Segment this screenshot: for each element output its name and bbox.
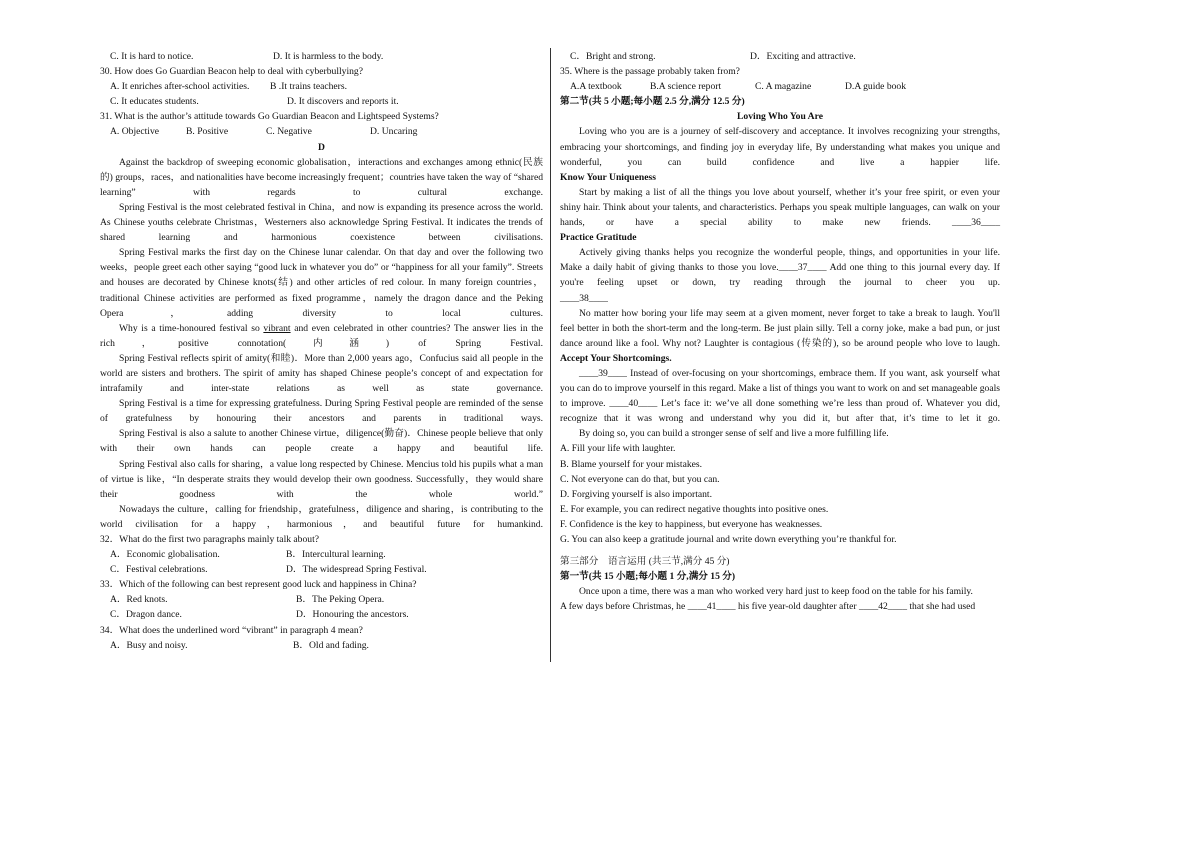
part-3-header: 第三部分 语言运用 (共三节,满分 45 分): [560, 556, 730, 568]
blank-38: ____38____: [560, 292, 608, 304]
subheading-know-your-uniqueness: Know Your Uniqueness: [560, 171, 656, 183]
option: C. It educates students.: [110, 96, 199, 108]
option-a: A. Fill your life with laughter.: [560, 443, 676, 455]
option: B．Intercultural learning.: [286, 549, 386, 561]
option-e: E. For example, you can redirect negative thoughts into positive ones.: [560, 503, 829, 515]
passage-paragraph-conclusion: By doing so, you can build a stronger sense of self and live a more fulfilling life.: [579, 428, 889, 440]
option: A．Busy and noisy.: [110, 639, 188, 651]
option: D．Exciting and attractive.: [750, 51, 856, 62]
question-34-options-ab: [100, 638, 543, 653]
question-29-options-cd: [100, 49, 543, 64]
blank-39: ____39____: [579, 367, 627, 379]
blank-42: ____42____: [859, 601, 907, 613]
option: B．Old and fading.: [293, 639, 369, 651]
passage-paragraph-uniqueness: [560, 185, 1000, 230]
text: A few days before Christmas, he: [560, 601, 688, 613]
option: C．Dragon dance.: [110, 609, 182, 621]
option-b: B. Blame yourself for your mistakes.: [560, 458, 703, 470]
question-31-options: [100, 124, 543, 139]
option: D．The widespread Spring Festival.: [286, 564, 427, 576]
passage-paragraph-gratitude: [560, 245, 1000, 290]
cloze-line-1: Once upon a time, there was a man who worked very hard just to keep food on the table for his family.: [579, 586, 973, 598]
passage-d-paragraph-4: [100, 321, 543, 351]
subheading-practice-gratitude: Practice Gratitude: [560, 232, 637, 244]
passage-paragraph-shortcomings: [560, 366, 1000, 426]
text: Instead of over-focusing on your shortcomings, embrace them. If you want, ask yourself what you can do to improve yourself in this regard. Make a list of things you want to work on and set manageable goals to improve.: [560, 367, 1000, 410]
blank-40: ____40____: [609, 398, 658, 410]
question-30-options-cd: [100, 94, 543, 109]
question-30: 30. How does Go Guardian Beacon help to deal with cyberbullying?: [100, 66, 363, 78]
passage-d-paragraph-5: Spring Festival reflects spirit of amity(和睦)．More than 2,000 years ago，Confucius said all people in the world are sisters and brothers. The spirit of amity has shaped Chinese people’s concept of and expectation for intrafamily and inter-state relations as well as state governance.: [100, 352, 543, 395]
section-2-header: 第二节(共 5 小题;每小题 2.5 分,满分 12.5 分): [560, 96, 745, 108]
option: A．Economic globalisation.: [110, 549, 220, 561]
option: D. It discovers and reports it.: [287, 96, 399, 108]
left-column: [100, 49, 543, 653]
option: A. Objective: [110, 126, 160, 138]
underlined-word-vibrant: vibrant: [263, 322, 291, 334]
passage-intro: Loving who you are is a journey of self-discovery and acceptance. It involves recognizing your strengths, embracing your shortcomings, and finding joy in everyday life, By understanding what makes you unique and wonderful, you can build confidence and live a happier life.: [560, 126, 1000, 168]
question-34: 34．What does the underlined word “vibrant” in paragraph 4 mean?: [100, 624, 363, 636]
option: B. Positive: [186, 126, 229, 138]
question-32: 32．What do the first two paragraphs mainly talk about?: [100, 534, 319, 545]
passage-d-paragraph-7: Spring Festival is also a salute to another Chinese virtue，diligence(勤奋)．Chinese people believe that only with their own hands can people create a happy and beautiful life.: [100, 428, 543, 455]
text: Why is a time-honoured festival so: [119, 322, 264, 334]
question-33: 33．Which of the following can best represent good luck and happiness in China?: [100, 579, 417, 591]
text: that she had used: [906, 601, 976, 613]
passage-d-paragraph-8: Spring Festival also calls for sharing，a value long respected by Chinese. Mencius told his pupils what a man of virtue is like，“In desperate straits they would develop their own goodness. Successfully，they would share their goodness with the whole world.”: [100, 458, 543, 500]
option: B．The Peking Opera.: [296, 594, 385, 606]
text: Add one thing to this journal every day. If you're feeling upset or down, try reading through the journal to cheer you up.: [560, 262, 1000, 289]
blank-36: ____36____: [952, 217, 1000, 229]
right-column: [560, 49, 1000, 614]
option: C．Bright and strong.: [570, 51, 656, 62]
option: C. A magazine: [755, 81, 812, 93]
section-d-heading: D: [318, 141, 325, 153]
option: D. Uncaring: [370, 126, 418, 138]
text: Let’s face it: we’ve all done something we’re less than proud of. Whatever you did, recognize that it was wrong and understand why you did it, but after that, it’s time to let it go.: [560, 398, 1000, 425]
option: D. It is harmless to the body.: [273, 51, 384, 62]
question-30-options-ab: [100, 79, 543, 94]
passage-d-paragraph-6: Spring Festival is a time for expressing gratefulness. During Spring Festival people are reminded of the sense of gratefulness by honouring their ancestors and parents in traditional ways.: [100, 398, 543, 425]
passage-d-paragraph-1: Against the backdrop of sweeping economic globalisation，interactions and exchanges among ethnic(民族的) groups，races，and nationalities have become increasingly frequent；countries have taken the way of “shared learning” with regards to cultural exchange.: [100, 156, 543, 198]
question-33-options-ab: [100, 592, 543, 607]
text: and even celebrated in other countries? The answer lies in the rich，positive connotation(内涵) of Spring Festival.: [100, 322, 543, 349]
question-32-options-ab: [100, 547, 543, 562]
subheading-accept-shortcomings: Accept Your Shortcomings.: [560, 352, 672, 364]
option: B .It trains teachers.: [270, 81, 347, 93]
passage-d-paragraph-2: Spring Festival is the most celebrated festival in China，and now is expanding its presence across the world. As Chinese youths celebrate Christmas，Westerners also acknowledge Spring Festival. It indicates the trends of shared learning and harmonious coexistence between civilisations.: [100, 201, 543, 244]
passage-title: Loving Who You Are: [737, 111, 823, 123]
column-divider: [550, 48, 551, 662]
option: B.A science report: [650, 81, 722, 93]
question-33-options-cd: [100, 607, 543, 622]
option-f: F. Confidence is the key to happiness, but everyone has weaknesses.: [560, 518, 823, 530]
option-d: D. Forgiving yourself is also important.: [560, 488, 712, 500]
option: C．Festival celebrations.: [110, 564, 208, 576]
option: A.A textbook: [570, 81, 622, 93]
passage-d-paragraph-3: Spring Festival marks the first day on the Chinese lunar calendar. On that day and over the following two weeks，people greet each other saying “good luck in whatever you do” or “happiness for all your family”. Streets and houses are decorated by Chinese knots(结) and other articles of red colour. In many foreign countries，traditional Chinese activities are performed as fixed programme，namely the dragon dance and the Peking Opera，adding diversity to local cultures.: [100, 247, 543, 319]
question-35-options: [560, 79, 1000, 94]
option: C. Negative: [266, 126, 312, 138]
passage-paragraph-laughter: No matter how boring your life may seem at a given moment, never forget to take a break to laugh. You'll feel better in both the short-term and the long-term. Be just plain silly. Tell a corny joke, make a bad pun, or just dance around like a fool. Why not? Laughter is contagious (传染的), so be around people who love to laugh.: [560, 307, 1000, 349]
question-31: 31. What is the author’s attitude towards Go Guardian Beacon and Lightspeed Systems?: [100, 111, 439, 123]
option-g: G. You can also keep a gratitude journal and write down everything you’re thankful for.: [560, 534, 897, 545]
question-32-options-cd: [100, 562, 543, 577]
passage-d-paragraph-9: Nowadays the culture，calling for friendship，gratefulness，diligence and sharing，is contributing to the world civilisation for a happy，harmonious，and beautiful future for humankind.: [100, 503, 543, 530]
text: his five year-old daughter after: [735, 601, 860, 613]
blank-41: ____41____: [687, 601, 736, 613]
blank-37: ____37____: [778, 262, 827, 274]
option: A. It enriches after-school activities.: [110, 81, 250, 93]
section-1-header: 第一节(共 15 小题;每小题 1 分,满分 15 分): [560, 571, 736, 583]
text: Actively giving thanks helps you recognize the wonderful people, things, and opportunities in your life. Make a daily habit of giving thanks to those you love.: [560, 247, 1000, 274]
question-35: 35. Where is the passage probably taken from?: [560, 66, 740, 78]
option: A．Red knots.: [110, 594, 168, 606]
cloze-line-2: [560, 599, 1000, 614]
question-34-options-cd: [560, 49, 1000, 64]
option-c: C. Not everyone can do that, but you can.: [560, 473, 720, 485]
option: D．Honouring the ancestors.: [296, 609, 409, 621]
option: D.A guide book: [845, 81, 907, 93]
text: Start by making a list of all the things you love about yourself, whether it’s your free spirit, or even your shiny hair. Think about your talents, and characteristics. Perhaps you speak multiple languages, can walk on your hands, or have a special ability to make new friends.: [560, 186, 1000, 229]
option: C. It is hard to notice.: [110, 51, 194, 62]
